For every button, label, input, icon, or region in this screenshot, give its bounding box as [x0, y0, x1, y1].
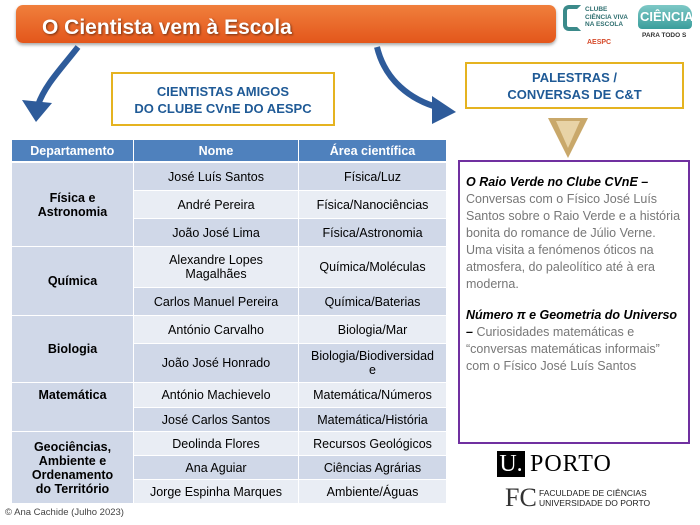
table-body: [12, 162, 447, 504]
cientistas-label: CIENTISTAS AMIGOS DO CLUBE CVnE DO AESPC: [111, 72, 335, 126]
dept-cell: Geociências, Ambiente e Ordenamento do Território: [12, 432, 134, 504]
area-cell: Física/Nanociências: [299, 191, 447, 219]
area-cell: Matemática/História: [299, 408, 447, 432]
dept-cell: Matemática: [12, 383, 134, 432]
table-header-row: [12, 140, 447, 162]
page-title: O Cientista vem à Escola: [42, 16, 292, 39]
name-cell: André Pereira: [134, 191, 299, 219]
talk-title: O Raio Verde no Clube CVnE –: [466, 175, 649, 189]
ciencia-para-todos-logo: CIÊNCIA PARA TODO S: [636, 5, 696, 45]
scientists-table: [11, 140, 447, 504]
table-row: [12, 247, 447, 288]
area-cell: Física/Luz: [299, 162, 447, 191]
palestras-label: PALESTRAS / CONVERSAS DE C&T: [465, 62, 684, 109]
area-cell: Ciências Agrárias: [299, 456, 447, 480]
table-row: [12, 432, 447, 456]
credit-text: © Ana Cachide (Julho 2023): [5, 507, 124, 518]
col-departamento: Departamento: [12, 140, 134, 162]
name-cell: Deolinda Flores: [134, 432, 299, 456]
faculty-name: FACULDADE DE CIÊNCIAS UNIVERSIDADE DO PORTO: [539, 488, 651, 508]
talk-title: Número π e Geometria do Universo –: [466, 308, 678, 339]
clube-ciencia-viva-logo: CLUBE CIÊNCIA VIVA NA ESCOLA AESPC: [563, 5, 631, 50]
talk-raio-verde: [466, 174, 682, 293]
name-cell: Alexandre Lopes Magalhães: [134, 247, 299, 288]
left-arrow-head-icon: [22, 100, 52, 122]
left-curved-arrow-icon: [38, 47, 78, 105]
area-cell: Matemática/Números: [299, 383, 447, 408]
dept-cell: Biologia: [12, 316, 134, 383]
col-nome: Nome: [134, 140, 299, 162]
name-cell: José Carlos Santos: [134, 408, 299, 432]
name-cell: António Carvalho: [134, 316, 299, 344]
uporto-wordmark: PORTO: [530, 451, 612, 477]
name-cell: António Machievelo: [134, 383, 299, 408]
area-cell: Biologia/Mar: [299, 316, 447, 344]
name-cell: José Luís Santos: [134, 162, 299, 191]
talks-panel: [458, 160, 690, 444]
dept-cell: Química: [12, 247, 134, 316]
area-cell: Recursos Geológicos: [299, 432, 447, 456]
right-curved-arrow-icon: [377, 47, 440, 108]
name-cell: Jorge Espinha Marques: [134, 480, 299, 504]
fc-mark: FC: [505, 483, 537, 512]
talk-description: Conversas com o Físico José Luís Santos sobre o Raio Verde e a história bonita do romance de Júlio Verne. Uma visita a fenómenos óticos na atmosfera, do paleolítico até à era moderna.: [466, 192, 681, 291]
right-arrow-head-icon: [432, 96, 456, 124]
name-cell: João José Honrado: [134, 344, 299, 383]
col-area: Área científica: [299, 140, 447, 162]
area-cell: Química/Baterias: [299, 288, 447, 316]
name-cell: Carlos Manuel Pereira: [134, 288, 299, 316]
name-cell: João José Lima: [134, 219, 299, 247]
table-row: [12, 383, 447, 408]
talk-description: Curiosidades matemáticas e “conversas matemáticas informais” com o Físico José Luís Santos: [466, 325, 660, 373]
clube-logo-sub: AESPC: [587, 39, 612, 46]
area-cell: Biologia/Biodiversidad e: [299, 344, 447, 383]
table-row: [12, 162, 447, 191]
dept-cell: Física e Astronomia: [12, 162, 134, 247]
area-cell: Ambiente/Águas: [299, 480, 447, 504]
area-cell: Física/Astronomia: [299, 219, 447, 247]
table-row: [12, 316, 447, 344]
area-cell: Química/Moléculas: [299, 247, 447, 288]
talk-numero-pi: [466, 307, 682, 375]
uporto-logo: [497, 451, 687, 521]
name-cell: Ana Aguiar: [134, 456, 299, 480]
uporto-u-mark: U.: [497, 451, 525, 477]
